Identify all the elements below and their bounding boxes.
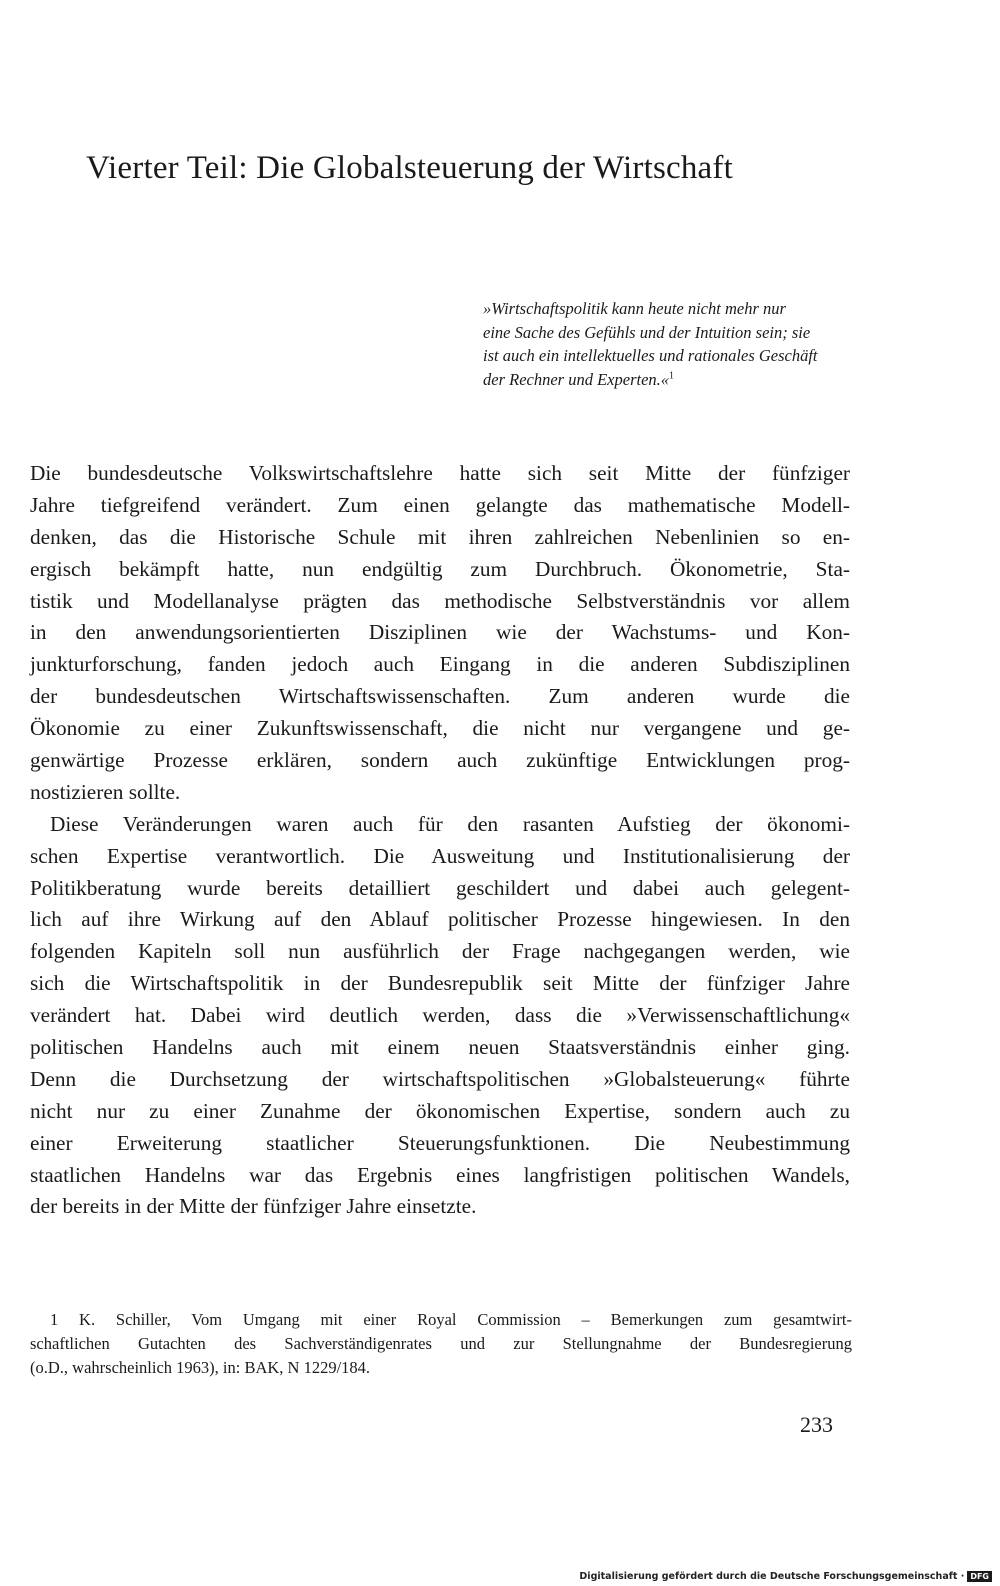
text-line: nostizieren sollte. [30,779,181,804]
epigraph-line-last [483,368,855,392]
text-line: Denn die Durchsetzung der wirtschaftspolitischen »Globalsteuerung« führte [30,1066,850,1091]
epigraph-line: ist auch ein intellektuelles und rationales Geschäft [483,346,818,365]
text-line: genwärtige Prozesse erklären, sondern auch zukünftige Entwicklungen prog- [30,748,850,773]
text-line: junkturforschung, fanden jedoch auch Eingang in die anderen Subdisziplinen [30,652,850,677]
text-line: tistik und Modellanalyse prägten das methodische Selbstverständnis vor allem [30,588,850,613]
text-line: nicht nur zu einer Zunahme der ökonomischen Expertise, sondern auch zu [30,1098,850,1123]
text-line: folgenden Kapiteln soll nun ausführlich der Frage nachgegangen werden, wie [30,939,850,964]
text-line: schen Expertise verantwortlich. Die Ausweitung und Institutionalisierung der [30,843,850,868]
text-line: denken, das die Historische Schule mit ihren zahlreichen Nebenlinien so en- [30,524,850,549]
paragraph-2 [30,809,850,1224]
epigraph-line-text: der Rechner und Experten.« [483,369,670,389]
footnote [30,1308,852,1380]
epigraph [483,297,855,391]
paragraph-1 [30,458,850,809]
text-line: Politikberatung wurde bereits detailliert geschildert und dabei auch gelegent- [30,875,850,900]
text-line: der bundesdeutschen Wirtschaftswissenschaften. Zum anderen wurde die [30,684,850,709]
digitization-notice-text: Digitalisierung gefördert durch die Deutsche Forschungsgemeinschaft · [579,1571,965,1582]
footnote-line: schaftlichen Gutachten des Sachverständigenrates und zur Stellungnahme der Bundesregierung [30,1334,852,1353]
chapter-title: Vierter Teil: Die Globalsteuerung der Wirtschaft [86,150,733,186]
text-line: verändert hat. Dabei wird deutlich werden, dass die »Verwissenschaftlichung« [30,1003,850,1028]
page-number: 233 [800,1412,833,1437]
body-text [30,458,850,1223]
footnote-reference: 1 [669,370,675,381]
epigraph-line: eine Sache des Gefühls und der Intuition sein; sie [483,322,811,342]
text-line: Jahre tiefgreifend verändert. Zum einen gelangte das mathematische Modell- [30,492,850,517]
text-line: politischen Handelns auch mit einem neuen Staatsverständnis einher ging. [30,1035,850,1060]
text-line: lich auf ihre Wirkung auf den Ablauf politischer Prozesse hingewiesen. In den [30,907,850,932]
text-line: sich die Wirtschaftspolitik in der Bundesrepublik seit Mitte der fünfziger Jahre [30,971,850,996]
text-line: Diese Veränderungen waren auch für den rasanten Aufstieg der ökonomi- [50,811,850,836]
text-line: in den anwendungsorientierten Disziplinen wie der Wachstums- und Kon- [30,620,850,645]
text-line: staatlichen Handelns war das Ergebnis eines langfristigen politischen Wandels, [30,1162,850,1187]
text-line: ergisch bekämpft hatte, nun endgültig zum Durchbruch. Ökonometrie, Sta- [30,556,850,581]
epigraph-line: »Wirtschaftspolitik kann heute nicht mehr nur [483,299,786,318]
text-line: einer Erweiterung staatlicher Steuerungsfunktionen. Die Neubestimmung [30,1130,850,1155]
text-line: der bereits in der Mitte der fünfziger Jahre einsetzte. [30,1194,477,1219]
footnote-line: 1 K. Schiller, Vom Umgang mit einer Royal Commission – Bemerkungen zum gesamtwirt- [50,1310,852,1329]
digitization-notice [579,1571,992,1582]
footnote-line: (o.D., wahrscheinlich 1963), in: BAK, N 1229/184. [30,1358,371,1377]
text-line: Die bundesdeutsche Volkswirtschaftslehre hatte sich seit Mitte der fünfziger [30,461,850,485]
text-line: Ökonomie zu einer Zukunftswissenschaft, die nicht nur vergangene und ge- [30,716,850,741]
dfg-logo-icon: DFG [967,1571,992,1582]
